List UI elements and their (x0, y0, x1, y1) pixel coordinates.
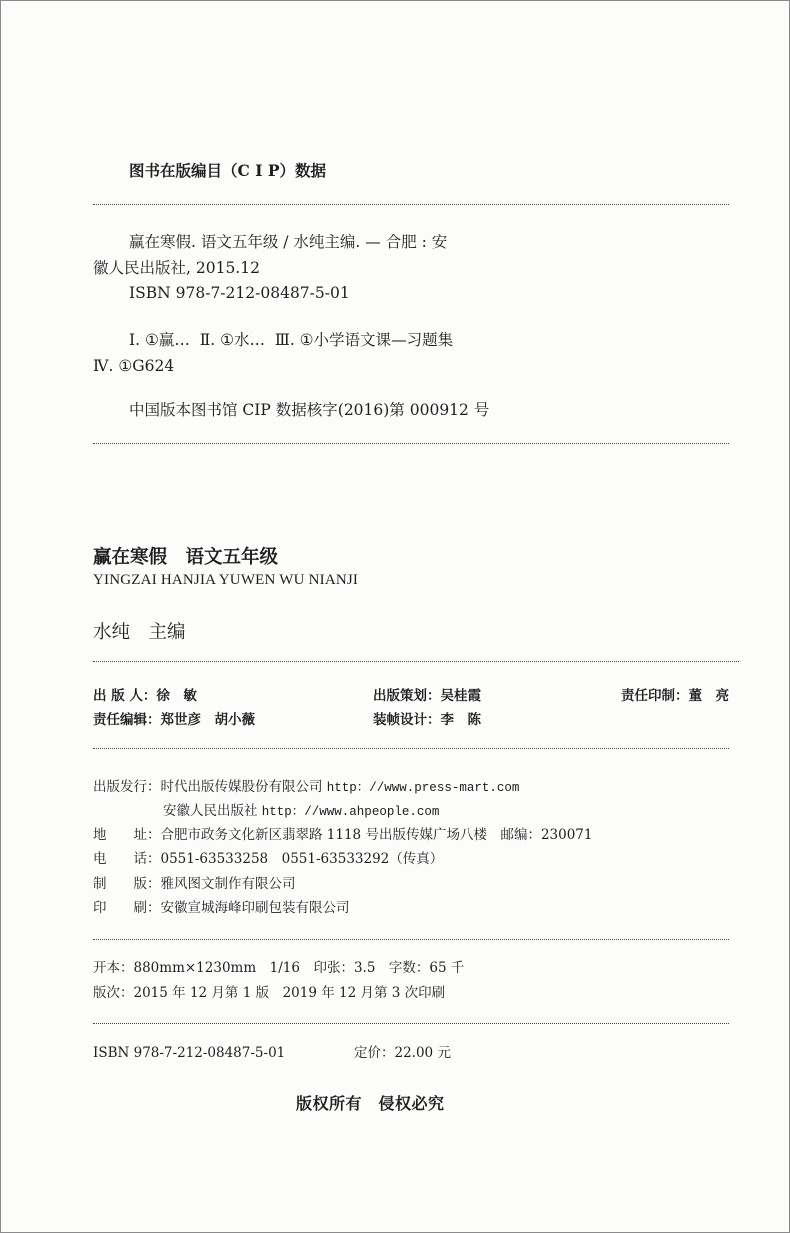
cip-citation-line-1: 赢在寒假. 语文五年级 / 水纯主编. — 合肥 : 安 (129, 233, 448, 251)
imprint-distributor-label: 出版发行： (93, 779, 161, 795)
spec-edition: 版次：2015 年 12 月第 1 版 2019 年 12 月第 3 次印刷 (93, 985, 446, 1001)
divider (93, 443, 729, 444)
cip-heading: 图书在版编目（C I P）数据 (129, 161, 327, 180)
staff-planner: 出版策划：吴桂霞 (373, 688, 481, 704)
staff-publisher-person: 出 版 人：徐 敏 (93, 688, 197, 704)
spec-format: 开本：880mm×1230mm 1/16 印张：3.5 字数：65 千 (93, 960, 465, 976)
cip-classification-line-1: Ⅰ. ①赢… Ⅱ. ①水… Ⅲ. ①小学语文课—习题集 (129, 331, 454, 349)
imprint-plate-making: 制 版：雅风图文制作有限公司 (93, 876, 296, 892)
footer-isbn: ISBN 978-7-212-08487-5-01 (93, 1045, 286, 1061)
staff-designer: 装帧设计：李 陈 (373, 712, 481, 728)
imprint-co-publisher-company: 安徽人民出版社 (163, 803, 258, 819)
imprint-printing: 印 刷：安徽宣城海峰印刷包装有限公司 (93, 900, 350, 916)
staff-editors: 责任编辑：郑世彦 胡小薇 (93, 712, 255, 728)
cip-isbn: ISBN 978-7-212-08487-5-01 (129, 284, 350, 302)
imprint-co-publisher-url: http：//www.ahpeople.com (261, 805, 440, 819)
imprint-distributor (93, 781, 519, 795)
divider (93, 661, 739, 662)
imprint-address: 地 址：合肥市政务文化新区翡翠路 1118 号出版传媒广场八楼 邮编：230071 (93, 827, 593, 843)
staff-print-supervisor: 责任印制：董 亮 (621, 688, 729, 704)
book-title-pinyin: YINGZAI HANJIA YUWEN WU NIANJI (93, 572, 359, 588)
cip-record-number: 中国版本图书馆 CIP 数据核字(2016)第 000912 号 (129, 401, 490, 419)
copyright-notice: 版权所有 侵权必究 (296, 1094, 445, 1113)
footer-price: 定价：22.00 元 (354, 1045, 451, 1061)
book-title: 赢在寒假 语文五年级 (93, 547, 279, 568)
imprint-distributor-url: http：//www.press-mart.com (326, 781, 520, 795)
imprint-phone: 电 话：0551-63533258 0551-63533292（传真） (93, 851, 444, 867)
divider (93, 1023, 729, 1024)
imprint-distributor-company: 时代出版传媒股份有限公司 (160, 779, 323, 795)
divider (93, 939, 729, 940)
divider (93, 748, 729, 749)
book-editor: 水纯 主编 (93, 622, 186, 643)
imprint-co-publisher (163, 805, 439, 819)
divider (93, 204, 729, 205)
cip-citation-line-2: 徽人民出版社, 2015.12 (93, 259, 260, 277)
cip-classification-line-2: Ⅳ. ①G624 (93, 357, 175, 375)
